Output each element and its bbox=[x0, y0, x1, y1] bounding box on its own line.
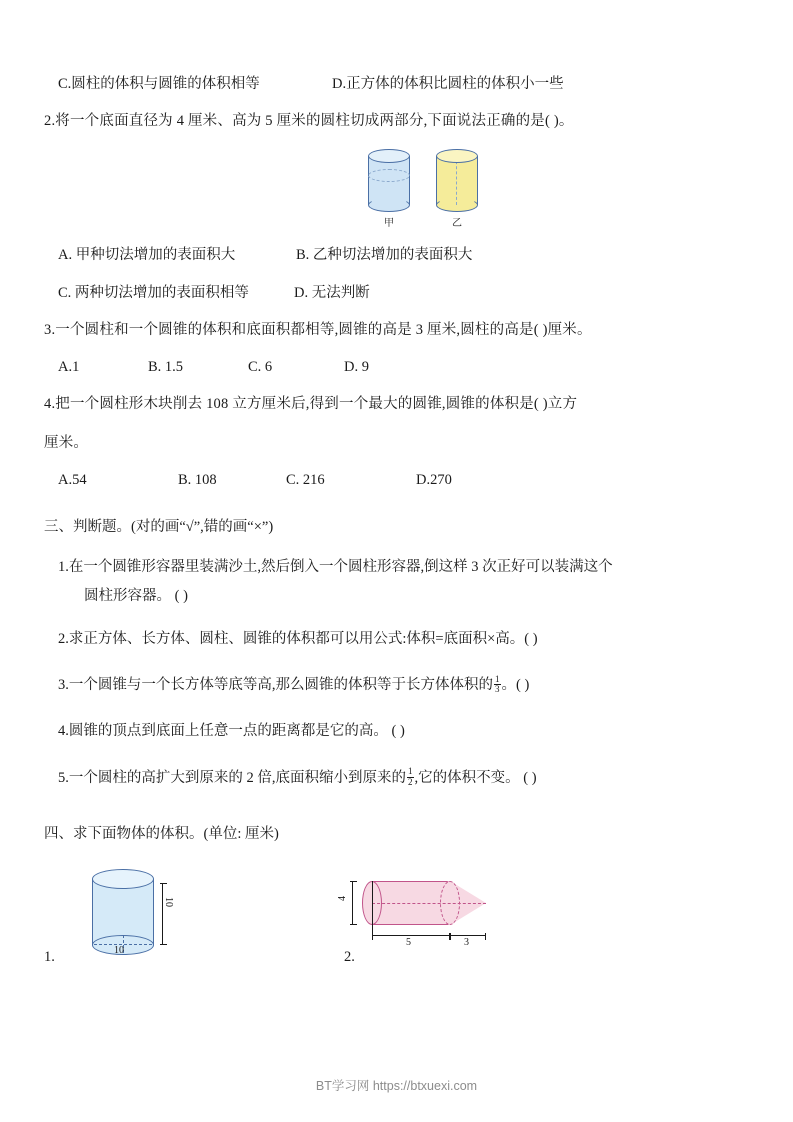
fraction-numerator: 1 bbox=[495, 673, 500, 684]
tf-item-5-pre: 5.一个圆柱的高扩大到原来的 2 倍,底面积缩小到原来的 bbox=[58, 769, 406, 786]
option-b: B. 1.5 bbox=[148, 358, 184, 375]
cylinder-yi bbox=[436, 149, 478, 229]
question-2-options-row-1 bbox=[44, 243, 749, 264]
option-c: C. 216 bbox=[286, 471, 325, 488]
option-b: B. 乙种切法增加的表面积大 bbox=[296, 247, 473, 264]
option-a: A. 甲种切法增加的表面积大 bbox=[58, 247, 236, 264]
tf-item-3-pre: 3.一个圆锥与一个长方体等底等高,那么圆锥的体积等于长方体体积的 bbox=[58, 677, 493, 694]
figure-two-cylinders bbox=[44, 149, 749, 230]
option-d: D. 9 bbox=[344, 358, 369, 375]
fraction-one-third bbox=[494, 675, 501, 695]
cylinder-jia bbox=[368, 149, 410, 229]
figure-1-cylinder bbox=[92, 869, 174, 956]
figure-2-height-label: 4 bbox=[337, 895, 348, 901]
option-b: B. 108 bbox=[178, 471, 217, 488]
option-c: C. 6 bbox=[248, 358, 273, 375]
tf-item-5 bbox=[44, 767, 749, 790]
continued-options-row bbox=[44, 72, 749, 93]
question-2-options-row-2 bbox=[44, 281, 749, 302]
option-c: C.圆柱的体积与圆锥的体积相等 bbox=[58, 76, 260, 92]
section-four-figures bbox=[44, 863, 749, 983]
tf-item-3 bbox=[44, 674, 749, 697]
figure-2-cylinder-length-label: 5 bbox=[406, 936, 411, 948]
tf-item-1-cont: 圆柱形容器。 ( ) bbox=[84, 588, 188, 605]
cylinder-jia-label: 甲 bbox=[384, 218, 394, 230]
question-4-stem: 4.把一个圆柱形木块削去 108 立方厘米后,得到一个最大的圆锥,圆锥的体积是( )立方 bbox=[44, 395, 578, 412]
fraction-numerator: 1 bbox=[408, 766, 413, 777]
figure-2-cone-length-label: 3 bbox=[464, 936, 469, 948]
tf-item-1: 1.在一个圆锥形容器里装满沙土,然后倒入一个圆柱形容器,倒这样 3 次正好可以装满这个 bbox=[58, 558, 613, 575]
question-4-options bbox=[44, 472, 749, 489]
tf-item-5-post: ,它的体积不变。 ( ) bbox=[414, 769, 537, 786]
question-3-options bbox=[44, 359, 749, 376]
option-c: C. 两种切法增加的表面积相等 bbox=[58, 285, 249, 302]
option-a: A.1 bbox=[58, 358, 80, 375]
figure-1-height-label: 10 bbox=[163, 896, 174, 907]
figure-2-cylinder-cone bbox=[337, 873, 498, 948]
figure-1-diameter-label: 10 bbox=[114, 944, 124, 956]
section-four-heading: 四、求下面物体的体积。(单位: 厘米) bbox=[44, 825, 279, 842]
option-d: D.正方体的体积比圆柱的体积小一些 bbox=[332, 76, 564, 92]
figure-1-index: 1. bbox=[44, 948, 55, 965]
fraction-denominator: 3 bbox=[495, 684, 500, 695]
figure-2-index: 2. bbox=[344, 948, 355, 965]
tf-item-3-post: 。( ) bbox=[501, 677, 530, 694]
option-d: D.270 bbox=[416, 471, 452, 488]
question-2-stem: 2.将一个底面直径为 4 厘米、高为 5 厘米的圆柱切成两部分,下面说法正确的是( )。 bbox=[44, 113, 574, 129]
fraction-denominator: 2 bbox=[408, 776, 413, 787]
section-three-heading: 三、判断题。(对的画“√”,错的画“×”) bbox=[44, 518, 274, 535]
tf-item-4: 4.圆锥的顶点到底面上任意一点的距离都是它的高。 ( ) bbox=[58, 723, 405, 740]
fraction-one-half bbox=[407, 767, 414, 787]
question-4-stem-cont: 厘米。 bbox=[44, 435, 89, 452]
figure-1-height-dim bbox=[162, 883, 163, 945]
cylinder-yi-label: 乙 bbox=[452, 218, 462, 230]
option-d: D. 无法判断 bbox=[294, 285, 370, 302]
question-3-stem: 3.一个圆柱和一个圆锥的体积和底面积都相等,圆锥的高是 3 厘米,圆柱的高是( )厘米。 bbox=[44, 322, 592, 339]
footer-watermark: BT学习网 https://btxuexi.com bbox=[315, 1079, 478, 1093]
option-a: A.54 bbox=[58, 471, 87, 488]
tf-item-2: 2.求正方体、长方体、圆柱、圆锥的体积都可以用公式:体积=底面积×高。( ) bbox=[58, 631, 538, 648]
